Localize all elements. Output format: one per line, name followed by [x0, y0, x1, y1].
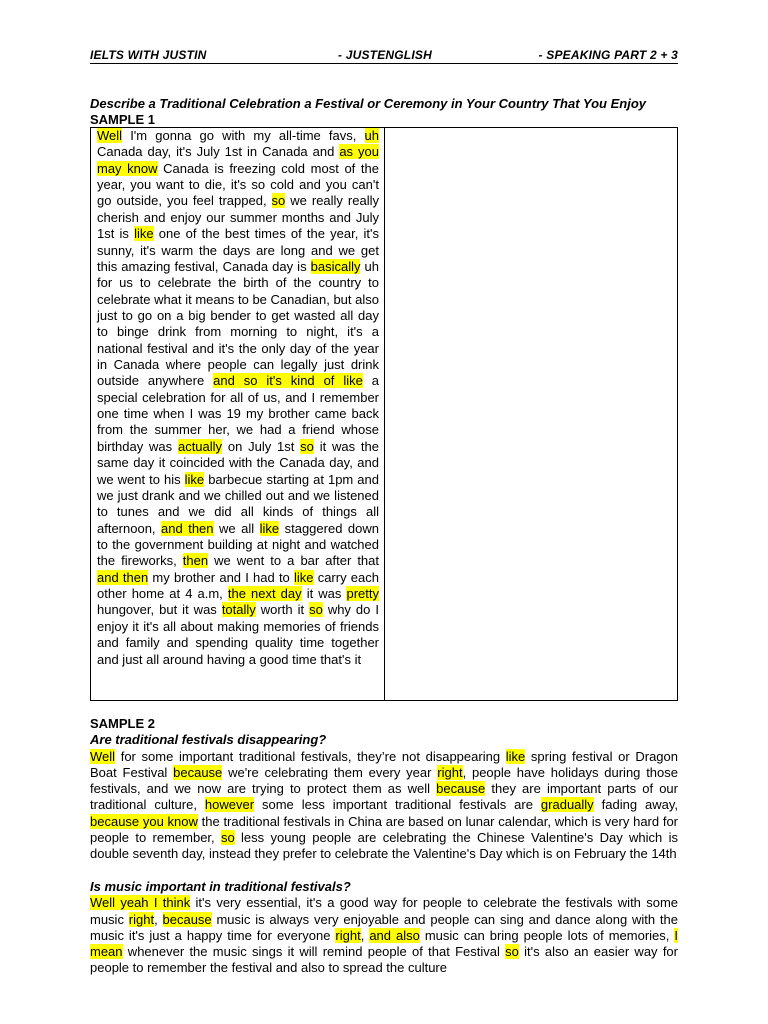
highlighted-phrase: and so it's kind of like	[213, 373, 363, 389]
text-run: Canada day, it's July 1st in Canada and	[97, 144, 340, 160]
highlighted-phrase: like	[134, 226, 154, 242]
highlighted-phrase: Well	[90, 748, 116, 764]
text-run: uh for us to celebrate the birth of the country to celebrate what it means to be Canadian, but also just to go on a big bender to get wasted all day to binge drink from morning to night, it's a national festival and it's the only day of the year in Canada where people can legally just drink outside anywhere	[97, 258, 379, 389]
highlighted-phrase: totally	[221, 602, 256, 618]
text-run: I'm gonna go with my all-time favs,	[122, 128, 365, 143]
sample2-answer-1	[90, 749, 678, 863]
highlighted-phrase: gradually	[540, 797, 594, 813]
sample2-answer-2	[90, 895, 678, 976]
header-right: - SPEAKING PART 2 + 3	[538, 48, 678, 62]
text-run: it was the same day it coincided with the Canada day, and we went to his	[97, 438, 379, 487]
header-middle: - JUSTENGLISH	[338, 48, 432, 62]
highlighted-phrase: like	[505, 748, 526, 764]
highlighted-phrase: basically	[310, 258, 361, 274]
highlighted-phrase: because	[173, 764, 223, 780]
text-run: we went to a bar after that	[208, 553, 380, 569]
sample2-label: SAMPLE 2	[90, 716, 156, 731]
highlighted-phrase: like	[259, 520, 280, 536]
highlighted-phrase: the next day	[227, 586, 302, 602]
text-run: Canada is freezing cold most of the year, you want to die, it's so cold and you can't go outside, you feel trapped,	[97, 160, 379, 209]
text-run: the traditional festivals in China are based on lunar calendar, which is very hard for people to remember,	[90, 813, 679, 846]
header-left: IELTS WITH JUSTIN	[90, 48, 207, 62]
highlighted-phrase: Well	[97, 128, 123, 143]
highlighted-phrase: uh	[364, 128, 379, 143]
highlighted-phrase: so	[271, 193, 286, 209]
highlighted-phrase: like	[184, 471, 205, 487]
text-run: some less important traditional festivals are	[254, 797, 541, 813]
highlighted-phrase: like	[293, 569, 314, 585]
highlighted-phrase: and then	[97, 569, 149, 585]
text-run: one of the best times of the year, it's sunny, it's warm the days are long and we get this amazing festival, Canada day is	[97, 226, 379, 274]
text-run: for some important traditional festivals, they’re not disappearing	[115, 748, 506, 764]
text-run: spring festival or Dragon Boat Festival	[90, 748, 679, 780]
sample1-answer	[97, 128, 379, 668]
highlighted-phrase: as you may know	[97, 144, 380, 176]
text-run: on July 1st	[222, 438, 301, 454]
text-run: it was	[301, 586, 347, 602]
text-run: we really really cherish and enjoy our summer months and July 1st is	[97, 193, 379, 242]
text-run: barbecue starting at 1pm and we just drank and we chilled out and we listened to tunes and we did all kinds of things all afternoon,	[97, 471, 379, 536]
paragraph-gap	[90, 863, 678, 879]
text-run: we all	[213, 520, 260, 536]
text-run: hungover, but it was	[97, 602, 222, 618]
text-run: we're celebrating them every year	[222, 764, 438, 780]
highlighted-phrase: so	[220, 830, 235, 846]
highlighted-phrase: right	[335, 927, 361, 943]
highlighted-phrase: so	[505, 944, 519, 960]
sample1-table	[90, 127, 678, 701]
highlighted-phrase: however	[204, 797, 255, 813]
text-run: ,	[154, 911, 163, 927]
highlighted-phrase: right	[437, 764, 463, 780]
text-run: why do I enjoy it it's all about making memories of friends and family and spending quality time together and just all around having a good time that's it	[97, 602, 380, 667]
text-run: whenever the music sings it will remind people of that Festival	[122, 944, 506, 960]
text-run: it's also an easier way for people to remember the festival and also to spread the culture	[90, 944, 678, 976]
table-column-divider	[384, 128, 385, 700]
text-run: my brother and I had to	[148, 569, 294, 585]
sample2-question-1: Are traditional festivals disappearing?	[90, 732, 327, 748]
text-run: a special celebration for all of us, and I remember one time when I was 19 my brother came back from the summer her, we had a friend whose birthday was	[97, 373, 379, 454]
text-run: less young people are celebrating the Chinese Valentine's Day which is double seventh day, instead they prefer to celebrate the Valentine's Day which is on February the 14th	[90, 830, 678, 862]
highlighted-phrase: so	[309, 602, 323, 618]
text-run: worth it	[255, 602, 310, 618]
highlighted-phrase: and also	[369, 927, 420, 943]
highlighted-phrase: pretty	[346, 586, 379, 602]
highlighted-phrase: right	[128, 911, 155, 927]
text-run: they are important parts of our traditional culture,	[90, 781, 678, 813]
text-run: carry each other home at 4 a.m,	[97, 569, 379, 602]
text-run: it's very essential, it's a good way for people to celebrate the festivals with some music	[90, 895, 679, 927]
highlighted-phrase: because	[162, 911, 212, 927]
highlighted-phrase: because	[436, 781, 486, 797]
page-header	[90, 47, 678, 64]
page-title: Describe a Traditional Celebration a Festival or Ceremony in Your Country That You Enjoy	[90, 96, 646, 111]
sample1-label: SAMPLE 1	[90, 112, 156, 127]
highlighted-phrase: because you know	[90, 813, 198, 829]
highlighted-phrase: so	[300, 438, 314, 454]
text-run: music is always very enjoyable and people can sing and dance along with the music it's just a happy time for everyone	[90, 911, 678, 943]
highlighted-phrase: Well yeah I think	[90, 895, 191, 911]
highlighted-phrase: and then	[161, 520, 214, 536]
text-run: ,	[360, 927, 370, 943]
text-run: , people have holidays during those festivals, and we now are trying to protect them as well	[90, 764, 678, 797]
text-run: fading away,	[593, 797, 679, 813]
highlighted-phrase: then	[182, 553, 209, 569]
sample2-section	[90, 716, 678, 977]
highlighted-phrase: actually	[177, 438, 223, 454]
text-run: staggered down to the government building at night and watched the fireworks,	[97, 520, 379, 569]
text-run: music can bring people lots of memories,	[419, 927, 675, 943]
sample2-question-2: Is music important in traditional festivals?	[90, 878, 351, 894]
highlighted-phrase: I mean	[90, 927, 678, 960]
